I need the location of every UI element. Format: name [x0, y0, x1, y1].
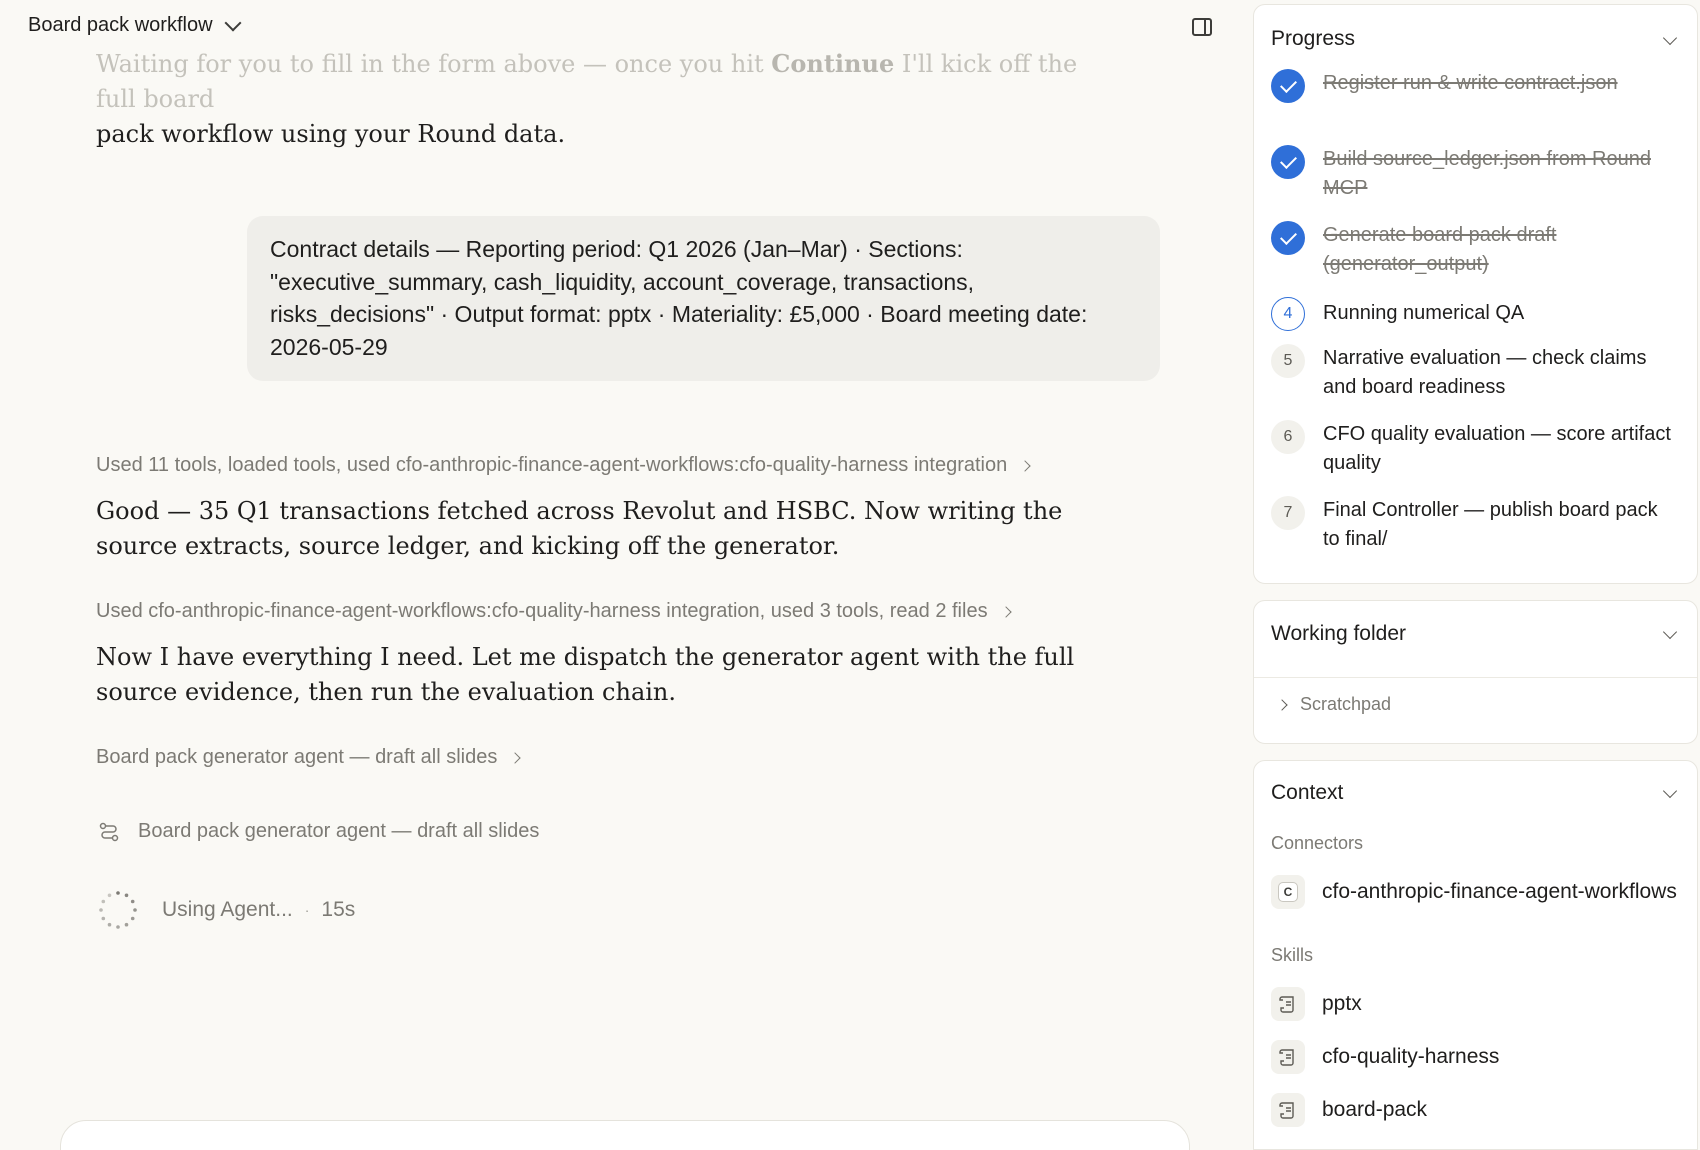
loading-spinner-icon	[98, 890, 138, 930]
check-icon	[1271, 69, 1305, 103]
chevron-down-icon	[224, 14, 241, 31]
tool-use-summary-1[interactable]	[96, 454, 1029, 477]
faded-intro-prefix: Waiting for you to fill in the form above — once you hit	[96, 50, 772, 78]
connector-icon	[1271, 875, 1305, 909]
progress-step-label: CFO quality evaluation — score artifact quality	[1323, 423, 1671, 474]
step-number-badge: 7	[1271, 496, 1305, 530]
workflow-title-dropdown[interactable]	[28, 14, 239, 37]
connector-badge-letter: C	[1278, 882, 1298, 902]
chevron-down-icon[interactable]	[1663, 625, 1677, 639]
scroll-icon	[1271, 987, 1305, 1021]
faded-intro-suffix: I'll kick off the full board	[96, 50, 1078, 113]
tool-use-summary-1-label: Used 11 tools, loaded tools, used cfo-anthropic-finance-agent-workflows:cfo-quality-harness integration	[96, 454, 1008, 476]
agent-status-label: Using Agent...	[162, 898, 293, 921]
faded-intro-bold: Continue	[771, 49, 895, 78]
progress-step-1	[1271, 69, 1671, 103]
skill-label: board-pack	[1322, 1098, 1428, 1121]
folder-item-scratchpad[interactable]	[1278, 694, 1391, 715]
progress-card	[1253, 4, 1698, 584]
progress-step-5	[1271, 344, 1671, 402]
skill-item-board-pack[interactable]	[1271, 1093, 1681, 1127]
progress-step-label: Register run & write contract.json	[1323, 72, 1618, 94]
skill-label: pptx	[1322, 992, 1362, 1015]
chevron-down-icon[interactable]	[1663, 784, 1677, 798]
assistant-message-2: Now I have everything I need. Let me dispatch the generator agent with the full source evidence, then run the evaluation chain.	[96, 643, 1075, 706]
tool-use-summary-2[interactable]	[96, 600, 1010, 623]
divider	[1254, 677, 1697, 678]
tool-use-summary-2-label: Used cfo-anthropic-finance-agent-workflows:cfo-quality-harness integration, used 3 tools, read 2 files	[96, 600, 988, 622]
folder-item-label: Scratchpad	[1300, 694, 1392, 714]
progress-step-3	[1271, 221, 1671, 279]
check-icon	[1271, 221, 1305, 255]
progress-step-7	[1271, 496, 1671, 554]
agent-task-label: Board pack generator agent — draft all slides	[138, 820, 540, 842]
progress-step-label: Running numerical QA	[1323, 302, 1525, 324]
connector-label: cfo-anthropic-finance-agent-workflows	[1322, 880, 1677, 903]
step-number-badge: 6	[1271, 420, 1305, 454]
skill-label: cfo-quality-harness	[1322, 1045, 1500, 1068]
progress-title: Progress	[1271, 27, 1356, 50]
skills-label: Skills	[1271, 945, 1314, 965]
workflow-title: Board pack workflow	[28, 14, 213, 36]
chevron-right-icon	[1020, 460, 1031, 471]
skill-item-pptx[interactable]	[1271, 987, 1681, 1021]
assistant-message-1: Good — 35 Q1 transactions fetched across Revolut and HSBC. Now writing the source extracts, source ledger, and kicking off the generator.	[96, 497, 1063, 560]
context-card	[1253, 760, 1698, 1150]
connector-item[interactable]	[1271, 875, 1681, 909]
scroll-icon	[1271, 1093, 1305, 1127]
step-number-badge: 5	[1271, 344, 1305, 378]
agent-task-row[interactable]	[98, 820, 539, 843]
progress-step-6	[1271, 420, 1671, 478]
progress-step-4	[1271, 297, 1671, 331]
step-number-badge: 4	[1271, 297, 1305, 331]
tool-use-summary-3-label: Board pack generator agent — draft all slides	[96, 746, 498, 768]
agent-icon	[98, 821, 120, 843]
user-message-bubble: Contract details — Reporting period: Q1 2026 (Jan–Mar) · Sections: "executive_summary, cash_liquidity, account_coverage, transactions, risks_decisions" · Output format: pptx · Materiality: £5,000 · Board meeting date: 2026-05-29	[247, 216, 1160, 381]
elapsed-timer: 15s	[321, 898, 356, 921]
message-composer[interactable]	[60, 1120, 1190, 1150]
chevron-right-icon	[1000, 606, 1011, 617]
chevron-right-icon	[510, 752, 521, 763]
working-folder-card	[1253, 600, 1698, 744]
skill-item-cfo-quality-harness[interactable]	[1271, 1040, 1681, 1074]
check-icon	[1271, 145, 1305, 179]
conversation-header	[0, 0, 1245, 56]
progress-step-2	[1271, 145, 1671, 203]
assistant-intro-message	[96, 46, 1096, 152]
progress-step-label: Build source_ledger.json from Round MCP	[1323, 148, 1651, 199]
status-separator: ·	[304, 902, 310, 918]
progress-step-label: Narrative evaluation — check claims and board readiness	[1323, 347, 1647, 398]
context-title: Context	[1271, 781, 1344, 804]
chevron-right-icon	[1276, 699, 1287, 710]
tool-use-summary-3[interactable]	[96, 746, 519, 769]
progress-step-label: Final Controller — publish board pack to final/	[1323, 499, 1658, 550]
agent-status-row	[98, 890, 355, 930]
progress-step-label: Generate board pack draft (generator_output)	[1323, 224, 1557, 275]
scroll-icon	[1271, 1040, 1305, 1074]
working-folder-title: Working folder	[1271, 622, 1407, 645]
chevron-down-icon[interactable]	[1663, 31, 1677, 45]
sidebar-toggle-icon[interactable]	[1192, 18, 1212, 36]
connectors-label: Connectors	[1271, 833, 1364, 853]
intro-continuation: pack workflow using your Round data.	[96, 120, 566, 148]
